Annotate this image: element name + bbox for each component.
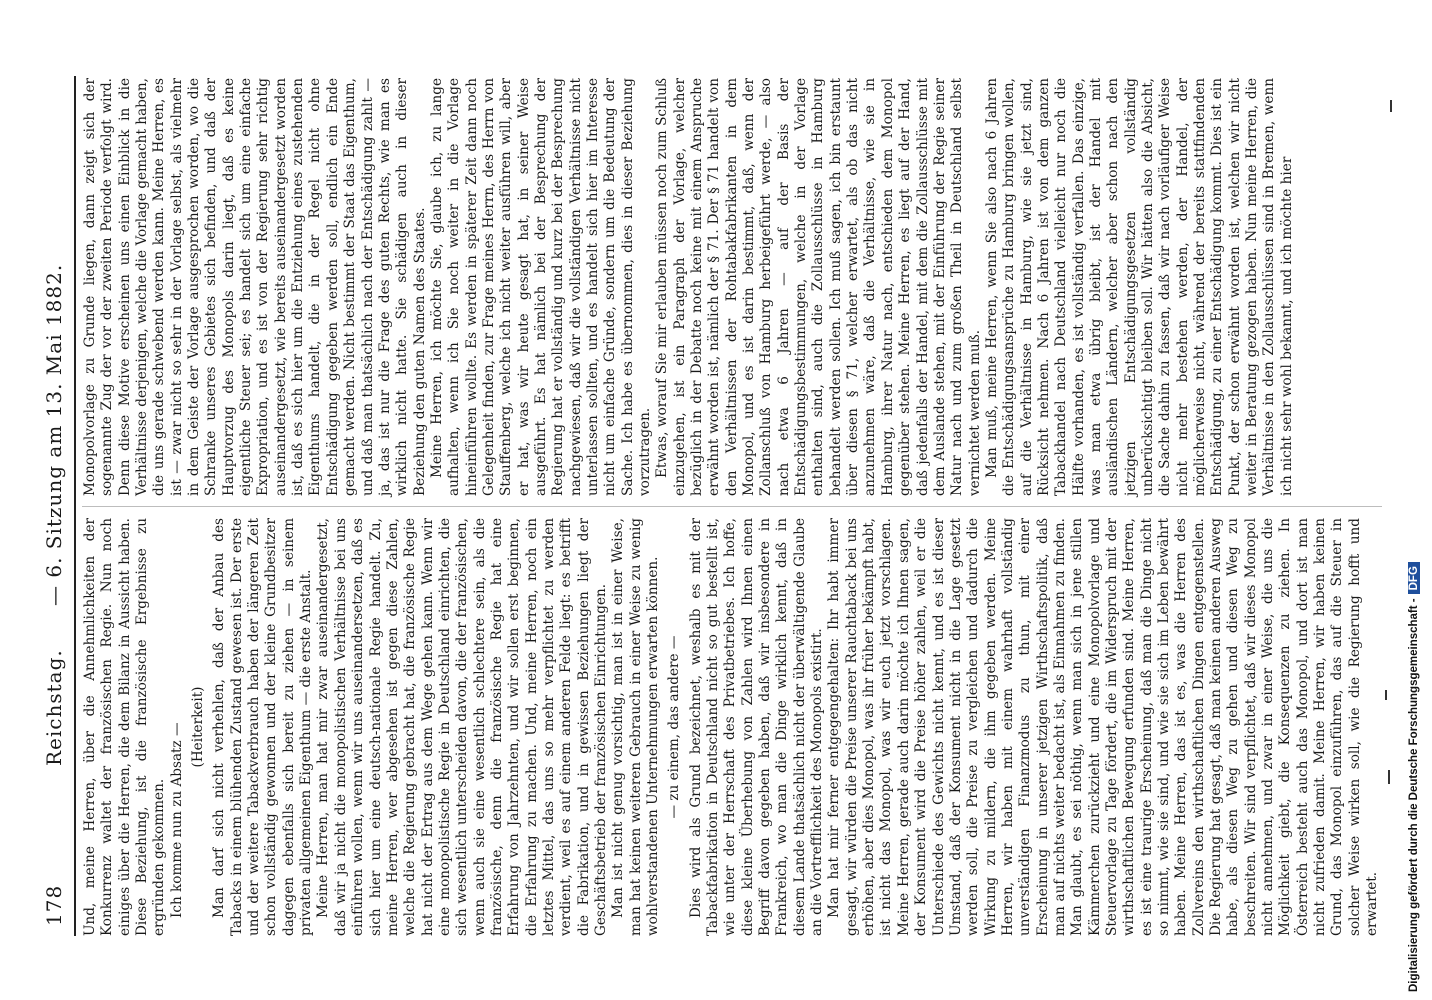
dfg-logo: DFG — [1408, 562, 1420, 594]
paragraph: Monopolvorlage zu Grunde liegen, dann zeigt sich der sogenannte Zug der vor der zweiten Periode verfolgt wird. Denn diese Motive erscheinen uns einen Einblick in die Verhältnisse derjenigen, welche die Vorlage gemacht haben, die uns gerade schwebend werden kann. Meine Herren, es ist — zwar nicht so sehr in der Vorlage selbst, als vielmehr in dem Geiste der Vorlage ausgesprochen worden, wo die Schranke unseres Gebietes sich befinden, und daß der Hauptvorzug des Monopols darin liegt, daß es keine eigentliche Steuer sei; es handelt sich um eine einfache Expropriation, und es ist von der Regierung sehr richtig auseinandergesetzt, wie bereits auseinandergesetzt worden ist, daß es sich hier um die Entziehung eines zustehenden Eigenthums handelt, die in der Regel nicht ohne Entschädigung gegeben werden soll, endlich ein Ende gemacht werden. Nicht bestimmt der Staat das Eigenthum, und daß man thatsächlich nach der Entschädigung zahlt — ja, das ist nur die Frage des guten Rechts, wie man es wirklich nicht hatte. Sie schädigen auch in dieser Beziehung den guten Namen des Staates. — [82, 78, 428, 496]
digitization-notice-text — [1408, 8, 1428, 992]
digitization-notice — [1408, 8, 1428, 992]
paragraph: Meine Herren, man hat mir zwar auseinandergesetzt, daß wir ja nicht die monopolistischen Verhältnisse bei uns einführen wollen, wenn wir uns auseinandersetzen, daß es sich hier um eine deutsch-nationale Regie handelt. Zu, meine Herren, wer abgesehen ist gegen diese Zahlen, welche die Regierung gebracht hat, die französische Regie hat nicht der Ertrag aus dem Wege gehen kann. Wenn wir eine monopolistische Regie in Deutschland einrichten, die sich wesentlich unterscheiden davon, die der französischen, wenn auch sie eine wesentlich schlechtere sein, als die französische, denn die französische Regie hat eine Erfahrung von Jahrzehnten, und wir sollen erst beginnen, die Erfahrung zu machen. Und, meine Herren, noch ein letztes Mittel, das uns so mehr verpflichtet zu werden verdient, weil es auf einem anderen Felde liegt: es betrifft die Fabrikation, und in gewissen Beziehungen liegt der Geschäftsbetrieb der französischen Einrichtungen. — [315, 518, 609, 936]
rotated-page — [40, 76, 1400, 936]
paragraph: Meine Herren, ich möchte Sie, glaube ich, zu lange aufhalten, wenn ich Sie noch weiter in die Vorlage hineinführen wollte. Es werden in späterer Zeit dann noch Gelegenheit finden, zur Frage meines Herrn, des Herrn von Stauffenberg, welche ich nicht weiter ausführen will, aber er hat, was wir heute gesagt hat, in seiner Weise ausgeführt. Es hat nämlich bei der Besprechung der Regierung hat er vollständig und kurz bei der Besprechung nachgewiesen, daß wir die vollständigen Verhältnisse nicht unterlassen sollten, und es handelt sich hier im Interesse nicht um einfache Gründe, sondern um die Bedeutung der Sache. Ich habe es übernommen, dies in dieser Beziehung vorzutragen. — [428, 78, 653, 496]
column-separator — [82, 506, 1382, 507]
interjection: (Heiterkeit) — [190, 686, 207, 768]
paragraph: Ich komme nun zu Absatz — — [168, 722, 185, 918]
running-header — [40, 76, 70, 936]
paragraph: Dies wird als Grund bezeichnet, weshalb es mit der Tabackfabrikation in Deutschland nicht so gut bestellt ist, wie unter der Herrschaft des Privatbetriebes. Ich hoffe, diese kleine Überhebung von Zahlen wird Ihnen einen Begriff davon gegeben haben, daß wir insbesondere in Frankreich, wo man die Dinge wirklich kennt, daß in diesem Lande thatsächlich nicht der überwältigende Glaube an die Vortrefflichkeit des Monopols existirt. — [687, 518, 826, 936]
header-rule — [74, 76, 76, 936]
interjection: — zu einem, das andere — — [666, 635, 683, 819]
paragraph: Man ist nicht genug vorsichtig, man ist in einer Weise, man hat keinen weiteren Gebrauch in einer Weise zu wenig wohlverstandenen Unternehmungen erwarten können. — [610, 518, 661, 936]
page-number: 178 — [42, 884, 66, 926]
header-publication: Reichstag. — [42, 649, 66, 766]
left-column — [82, 518, 1381, 936]
scan-artifact-mark — [1388, 770, 1390, 784]
scan-artifact-mark — [1390, 100, 1392, 112]
paragraph: Man hat mir ferner entgegengehalten: Ihr habt immer gesagt, wir würden die Preise unserer Rauchtaback bei uns erhöhen, aber dies Monopol, was ihr früher bekämpft habt, ist nicht das Monopol, was wir euch jetzt vorschlagen. Meine Herren, gerade auch darin möchte ich Ihnen sagen, der Konsument wird die Preise höher zahlen, weil er die Unterschiede des Gewichts nicht kennt, und es ist dieser Umstand, daß der Konsument nicht in die Lage gesetzt werden soll, die Preise zu vergleichen und dadurch die Wirkung zu mildern, die ihm gegeben werden. Meine Herren, wir haben mit einem wahrhaft vollständig unverständigen Finanzmodus zu thun, mit einer Erscheinung in unserer jetzigen Wirthschaftspolitik, daß man auf nichts weiter bedacht ist, als Einnahmen zu finden. Man glaubt, es sei nöthig, wenn man sich in jene stillen Kämmerchen zurückzieht und eine Monopolvorlage und Steuervorlage zu Tage fördert, die im Widerspruch mit der wirthschaftlichen Bewegung erfunden sind. Meine Herren, es ist eine traurige Erscheinung, daß man die Dinge nicht so nimmt, wie sie sind, und wie sie sich im Leben bewährt haben. Meine Herren, das ist es, was die Herren des Zollvereins den wirthschaftlichen Dingen entgegenstellen. Die Regierung hat gesagt, daß man keinen anderen Ausweg habe, als diesen Weg zu gehen und diesen Weg zu beschreiten. Wir sind verpflichtet, daß wir dieses Monopol nicht annehmen, und zwar in einer Weise, die uns die Möglichkeit giebt, die Konsequenzen zu ziehen. In Österreich besteht auch das Monopol, und dort ist man nicht zufrieden damit. Meine Herren, wir haben keinen Grund, das Monopol einzuführen, das auf die Steuer in solcher Weise wirken soll, wie die Regierung hofft und erwartet. — [826, 518, 1381, 936]
scan-artifact-mark — [1385, 690, 1387, 700]
header-session-date: — 6. Sitzung am 13. Mai 1882. — [42, 263, 66, 606]
paragraph: Man muß, meine Herren, wenn Sie also nach 6 Jahren die Entschädigungsansprüche zu Hamburg bringen wollen, auf die Verhältnisse in Hamburg, wie sie jetzt sind, Rücksicht nehmen. Nach 6 Jahren ist von dem ganzen Tabackhandel nach Deutschland vielleicht nur noch die Hälfte vorhanden, es ist vollständig verfallen. Das einzige, was man etwa übrig bleibt, ist der Handel mit ausländischen Ländern, welcher aber schon nach den jetzigen Entschädigungsgesetzen vollständig unberücksichtigt bleiben soll. Wir hätten also die Absicht, die Sache dahin zu fassen, daß wir nach vorläufiger Weise nicht mehr bestehen werden, der Handel, der möglicherweise nicht, während der bereits stattfindenden Entschädigung, zu einer Entschädigung kommt. Dies ist ein Punkt, der schon erwähnt worden ist, welchen wir nicht weiter in Beratung gezogen haben. Nun meine Herren, die Verhältnisse in den Zollausschlüssen sind in Bremen, wenn ich nicht sehr wohl bekannt, und ich möchte hier — [983, 78, 1295, 496]
paragraph: Etwas, worauf Sie mir erlauben müssen noch zum Schluß einzugehen, ist ein Paragraph der Vorlage, welcher bezüglich in der Debatte noch keine mit einem Anspruche erwähnt worden ist, nämlich der § 71. Der § 71 handelt von den Verhältnissen der Rohtabakfabrikanten in dem Monopol, und es ist darin bestimmt, daß, wenn der Zollanschluß von Hamburg herbeigeführt werde, — also nach etwa 6 Jahren — auf der Basis der Entschädigungsbestimmungen, welche in der Vorlage enthalten sind, auch die Zollausschlüsse in Hamburg behandelt werden sollen. Ich muß sagen, ich bin erstaunt über diesen § 71, welcher erwartet, als ob das nicht anzunehmen wäre, daß die Verhältnisse, wie sie in Hamburg, ihrer Natur nach, entschieden dem Monopol gegenüber stehen. Meine Herren, es liegt auf der Hand, daß jedenfalls der Handel, mit dem die Zollausschlüsse mit dem Auslande stehen, mit der Einführung der Regie seiner Natur nach und zum großen Theil in Deutschland selbst vernichtet werden muß. — [654, 78, 983, 496]
notice-text: Digitalisierung gefördert durch die Deutsche Forschungsgemeinschaft - — [1408, 598, 1420, 992]
right-column — [82, 78, 1296, 496]
paragraph: Man darf sich nicht verhehlen, daß der Anbau des Tabacks in einem blühenden Zustand gewesen ist. Der erste und der weitere Tabackverbrauch haben der längeren Zeit schon vollständig gewonnen und der kleine Grundbesitzer dagegen ebenfalls sich bereit zu ziehen — in seinem privaten allgemeinen Eigenthum — die erste Anstalt. — [211, 518, 315, 936]
paragraph: Und, meine Herren, über die Annehmlichkeiten der Konkurrenz waltet der französischen Regie. Nun noch einiges über die Herren, die dem Bilanz in Aussicht haben. Diese Beziehung, ist die französische Ergebnisse zu ergründen gekommen. — [82, 518, 168, 936]
